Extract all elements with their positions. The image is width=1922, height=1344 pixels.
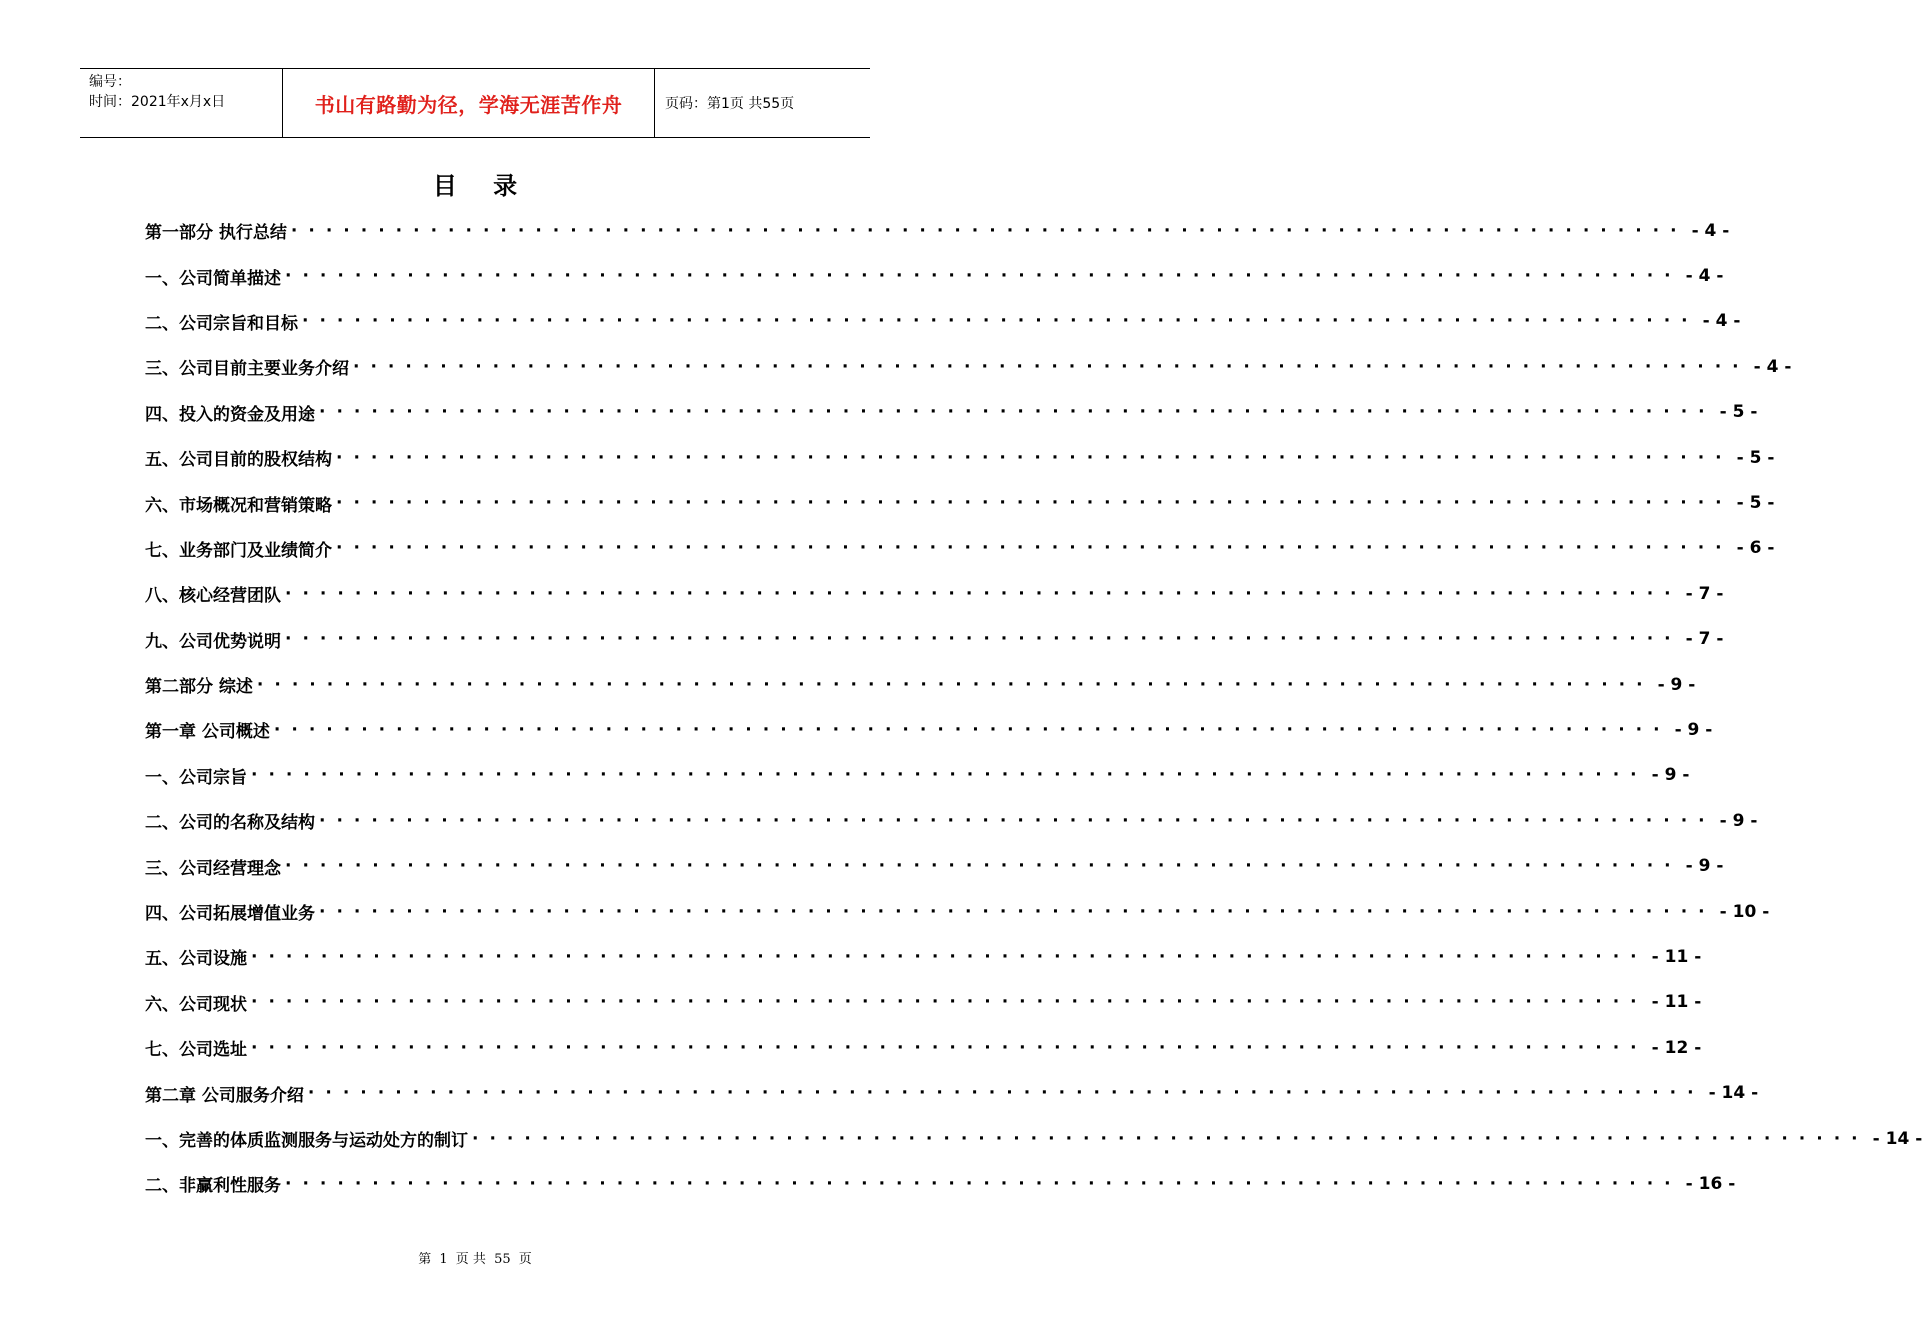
toc-entry[interactable] [145, 299, 1741, 344]
toc-entry-label: 一、公司简单描述 [145, 268, 281, 289]
toc-entry-page: - 9 - [1674, 719, 1713, 740]
toc-dot-leader: ················································································ [256, 674, 1654, 695]
toc-entry-page: - 9 - [1685, 856, 1724, 877]
footer-total-pages: 55 [494, 1252, 511, 1267]
toc-entry[interactable] [145, 435, 1775, 480]
toc-entry-label: 六、公司现状 [145, 994, 247, 1015]
header-meta [80, 69, 282, 137]
toc-entry-page: - 5 - [1736, 447, 1775, 468]
toc-entry[interactable] [145, 390, 1758, 435]
toc-dot-leader: ················································································ [336, 447, 1733, 468]
toc-entry-label: 第二章 公司服务介绍 [145, 1085, 304, 1106]
toc-dot-leader: ················································································ [319, 810, 1716, 831]
document-header [80, 68, 870, 138]
toc-entry-label: 一、完善的体质监测服务与运动处方的制订 [145, 1131, 468, 1151]
toc-entry-page: - 16 - [1685, 1173, 1736, 1194]
toc-entry-page: - 12 - [1651, 1037, 1702, 1058]
toc-entry-label: 二、公司的名称及结构 [145, 813, 315, 834]
toc-entry[interactable] [145, 253, 1724, 298]
toc-entry-label: 第一部分 执行总结 [145, 223, 287, 244]
toc-dot-leader: ················································································ [251, 992, 1648, 1013]
toc-entry[interactable] [145, 980, 1702, 1025]
footer-current-page: 1 [439, 1252, 448, 1267]
toc-entry[interactable] [145, 344, 1792, 389]
toc-entry[interactable] [145, 662, 1696, 707]
document-number-label: 编号： [89, 74, 131, 90]
toc-dot-leader: ················································································ [285, 629, 1682, 650]
header-page-info: 页码：第1页 共55页 [665, 96, 795, 112]
toc-dot-leader: ················································································ [251, 946, 1648, 967]
toc-dot-leader: ················································································ [307, 1083, 1705, 1104]
toc-entry[interactable] [145, 208, 1730, 253]
toc-entry[interactable] [145, 1116, 1922, 1161]
toc-entry-label: 二、非赢利性服务 [145, 1176, 281, 1197]
toc-entry-label: 七、公司选址 [145, 1040, 247, 1061]
toc-entry-label: 八、核心经营团队 [145, 586, 281, 607]
toc-entry[interactable] [145, 1161, 1736, 1206]
toc-entry[interactable] [145, 798, 1758, 843]
toc-dot-leader: ················································································ [285, 266, 1682, 287]
toc-entry-page: - 7 - [1685, 583, 1724, 604]
toc-dot-leader: ················································································ [285, 856, 1682, 877]
toc-dot-leader: ················································································ [302, 311, 1699, 332]
toc-dot-leader: ················································································ [319, 402, 1716, 423]
footer-suffix: 页 [518, 1252, 532, 1267]
toc-entry-label: 五、公司目前的股权结构 [145, 450, 332, 471]
toc-entry-page: - 10 - [1719, 901, 1770, 922]
header-motto: 书山有路勤为径，学海无涯苦作舟 [282, 69, 655, 137]
toc-dot-leader: ················································································ [251, 765, 1648, 786]
toc-entry-label: 七、业务部门及业绩简介 [145, 540, 332, 561]
toc-entry[interactable] [145, 1070, 1759, 1115]
table-of-contents [145, 208, 1922, 1207]
toc-entry-page: - 9 - [1657, 674, 1696, 695]
footer-mid: 页 共 [455, 1252, 486, 1267]
document-time-label: 时间：2021年x月x日 [89, 94, 226, 110]
toc-entry[interactable] [145, 889, 1770, 934]
toc-entry-page: - 11 - [1651, 946, 1702, 967]
toc-entry-label: 第一章 公司概述 [145, 722, 270, 743]
toc-entry[interactable] [145, 1025, 1702, 1070]
toc-entry-page: - 9 - [1719, 810, 1758, 831]
toc-entry-page: - 14 - [1708, 1083, 1759, 1104]
toc-entry-page: - 4 - [1691, 220, 1730, 241]
toc-entry-label: 一、公司宗旨 [145, 767, 247, 788]
toc-entry[interactable] [145, 843, 1724, 888]
toc-entry-page: - 5 - [1736, 493, 1775, 514]
toc-entry[interactable] [145, 526, 1775, 571]
toc-dot-leader: ················································································ [285, 583, 1682, 604]
toc-dot-leader: ················································································ [319, 901, 1716, 922]
toc-entry[interactable] [145, 753, 1690, 798]
toc-entry-label: 三、公司目前主要业务介绍 [145, 359, 349, 380]
toc-entry-page: - 14 - [1872, 1128, 1922, 1149]
toc-entry-page: - 6 - [1736, 538, 1775, 559]
toc-dot-leader: ················································································ [353, 356, 1750, 377]
toc-dot-leader: ················································································ [290, 220, 1688, 241]
toc-entry[interactable] [145, 707, 1713, 752]
toc-entry[interactable] [145, 571, 1724, 616]
toc-entry-label: 五、公司设施 [145, 949, 247, 970]
toc-dot-leader: ················································································ [336, 493, 1733, 514]
toc-entry-label: 四、公司拓展增值业务 [145, 904, 315, 925]
toc-entry-page: - 5 - [1719, 402, 1758, 423]
toc-entry-page: - 11 - [1651, 992, 1702, 1013]
toc-entry-label: 二、公司宗旨和目标 [145, 313, 298, 334]
toc-entry-page: - 4 - [1753, 356, 1792, 377]
toc-dot-leader: ················································································ [336, 538, 1733, 559]
toc-entry[interactable] [145, 480, 1775, 525]
toc-entry-label: 九、公司优势说明 [145, 631, 281, 652]
toc-dot-leader: ················································································ [285, 1173, 1682, 1194]
toc-entry[interactable] [145, 934, 1702, 979]
toc-dot-leader: ················································································ [251, 1037, 1648, 1058]
toc-entry-page: - 4 - [1685, 266, 1724, 287]
toc-entry-page: - 7 - [1685, 629, 1724, 650]
toc-entry-page: - 4 - [1702, 311, 1741, 332]
toc-title: 目 录 [432, 172, 532, 200]
toc-entry-label: 六、市场概况和营销策略 [145, 495, 332, 516]
toc-entry-label: 四、投入的资金及用途 [145, 404, 315, 425]
page-footer [0, 1248, 950, 1267]
toc-dot-leader: ················································································ [472, 1128, 1869, 1149]
toc-entry-label: 第二部分 综述 [145, 677, 253, 698]
toc-entry[interactable] [145, 617, 1724, 662]
toc-entry-page: - 9 - [1651, 765, 1690, 786]
footer-prefix: 第 [418, 1252, 432, 1267]
toc-dot-leader: ················································································ [273, 719, 1671, 740]
toc-entry-label: 三、公司经营理念 [145, 858, 281, 879]
